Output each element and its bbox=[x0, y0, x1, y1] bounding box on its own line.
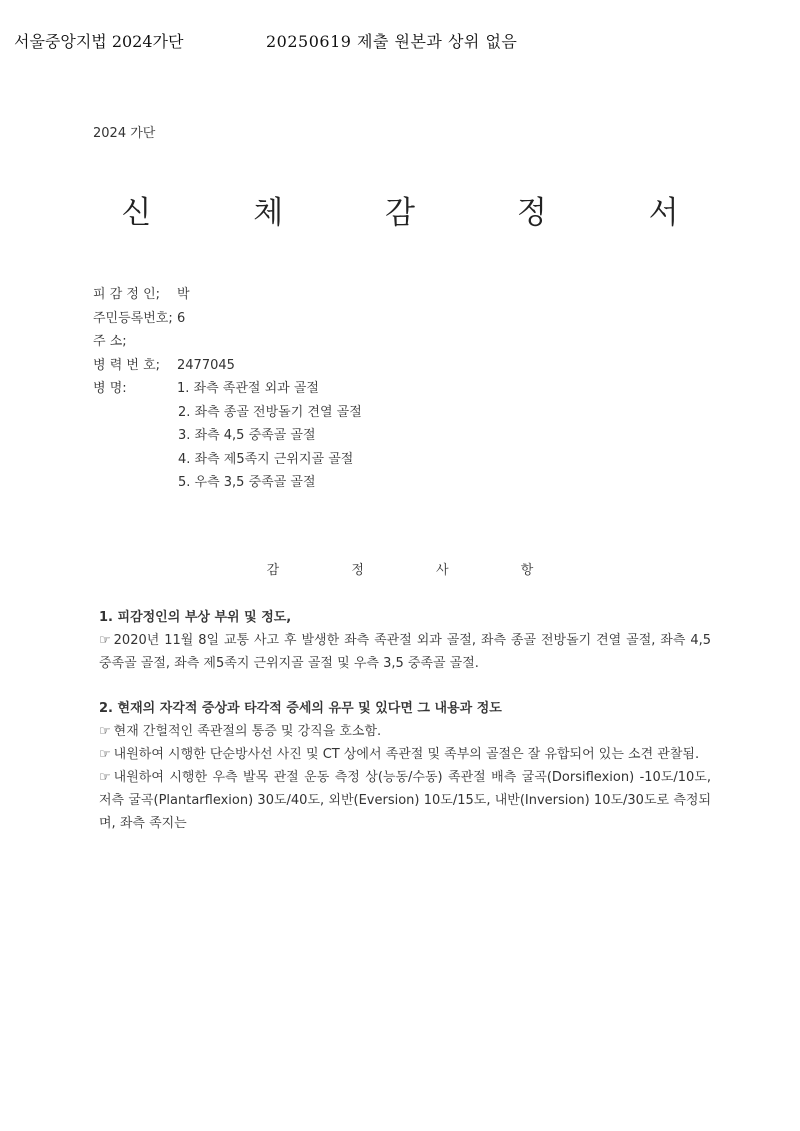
subject-record-row bbox=[93, 354, 362, 378]
paragraph bbox=[99, 743, 711, 766]
subject-diagnosis-row bbox=[93, 377, 362, 401]
submission-stamp: 20250619 제출 원본과 상위 없음 bbox=[266, 32, 518, 51]
diagnosis-item: 5. 우측 3,5 중족골 골절 bbox=[178, 475, 316, 490]
subject-name-row bbox=[93, 283, 362, 307]
section-title: 감 정 사 항 bbox=[266, 563, 568, 578]
subject-record-label: 병 력 번 호; bbox=[93, 357, 161, 373]
paragraph bbox=[99, 720, 711, 743]
pointing-hand-icon: ☞ bbox=[99, 747, 111, 762]
section-heading: 1. 피감정인의 부상 부위 및 정도, bbox=[99, 610, 292, 625]
subject-name-value: 박 bbox=[177, 287, 190, 302]
case-number: 2024 가단 bbox=[93, 126, 156, 141]
diagnosis-item: 3. 좌측 4,5 중족골 골절 bbox=[178, 428, 316, 443]
paragraph-text: 2020년 11월 8일 교통 사고 후 발생한 좌측 족관절 외과 골절, 좌측 종골 전방돌기 견열 골절, 좌측 4,5 중족골 골절, 좌측 제5족지 근위지골 골절 및 우측 3,5 중족골 골절. bbox=[99, 633, 711, 671]
subject-id-row bbox=[93, 307, 362, 331]
diagnosis-item: 1. 좌측 족관절 외과 골절 bbox=[177, 381, 319, 396]
section-heading: 2. 현재의 자각적 증상과 타각적 증세의 유무 및 있다면 그 내용과 정도 bbox=[99, 701, 502, 716]
subject-info bbox=[93, 283, 362, 495]
assessment-body bbox=[99, 606, 711, 835]
subject-address-label: 주 소; bbox=[93, 334, 127, 349]
pointing-hand-icon: ☞ bbox=[99, 633, 111, 648]
subject-address-row bbox=[93, 330, 362, 354]
paragraph-text: 내원하여 시행한 단순방사선 사진 및 CT 상에서 족관절 및 족부의 골절은 잘 유합되어 있는 소견 관찰됨. bbox=[113, 747, 700, 762]
subject-id-value: 6 bbox=[177, 310, 186, 326]
subject-diagnosis-label: 병 명: bbox=[93, 381, 127, 396]
paragraph-text: 내원하여 시행한 우측 발목 관절 운동 측정 상(능동/수동) 족관절 배측 굴곡(Dorsiflexion) -10도/10도, 저측 굴곡(Plantarflexion) 30도/40도, 외반(Eversion) 10도/15도, 내반(Inversion) 10도/30도로 측정되며, 좌측 족지는 bbox=[99, 770, 711, 831]
subject-id-label: 주민등록번호; bbox=[93, 310, 173, 326]
paragraph bbox=[99, 629, 711, 675]
pointing-hand-icon: ☞ bbox=[99, 770, 111, 785]
document-title: 신 체 감 정 서 bbox=[121, 195, 725, 231]
diagnosis-item: 2. 좌측 종골 전방돌기 견열 골절 bbox=[178, 404, 362, 420]
court-stamp: 서울중앙지법 2024가단 bbox=[14, 32, 184, 51]
pointing-hand-icon: ☞ bbox=[99, 724, 111, 739]
paragraph-text: 현재 간헐적인 족관절의 통증 및 강직을 호소함. bbox=[113, 724, 382, 739]
subject-name-label: 피 감 정 인; bbox=[93, 287, 161, 302]
diagnosis-item: 4. 좌측 제5족지 근위지골 골절 bbox=[178, 451, 354, 467]
paragraph bbox=[99, 766, 711, 835]
subject-record-value: 2477045 bbox=[177, 357, 235, 373]
